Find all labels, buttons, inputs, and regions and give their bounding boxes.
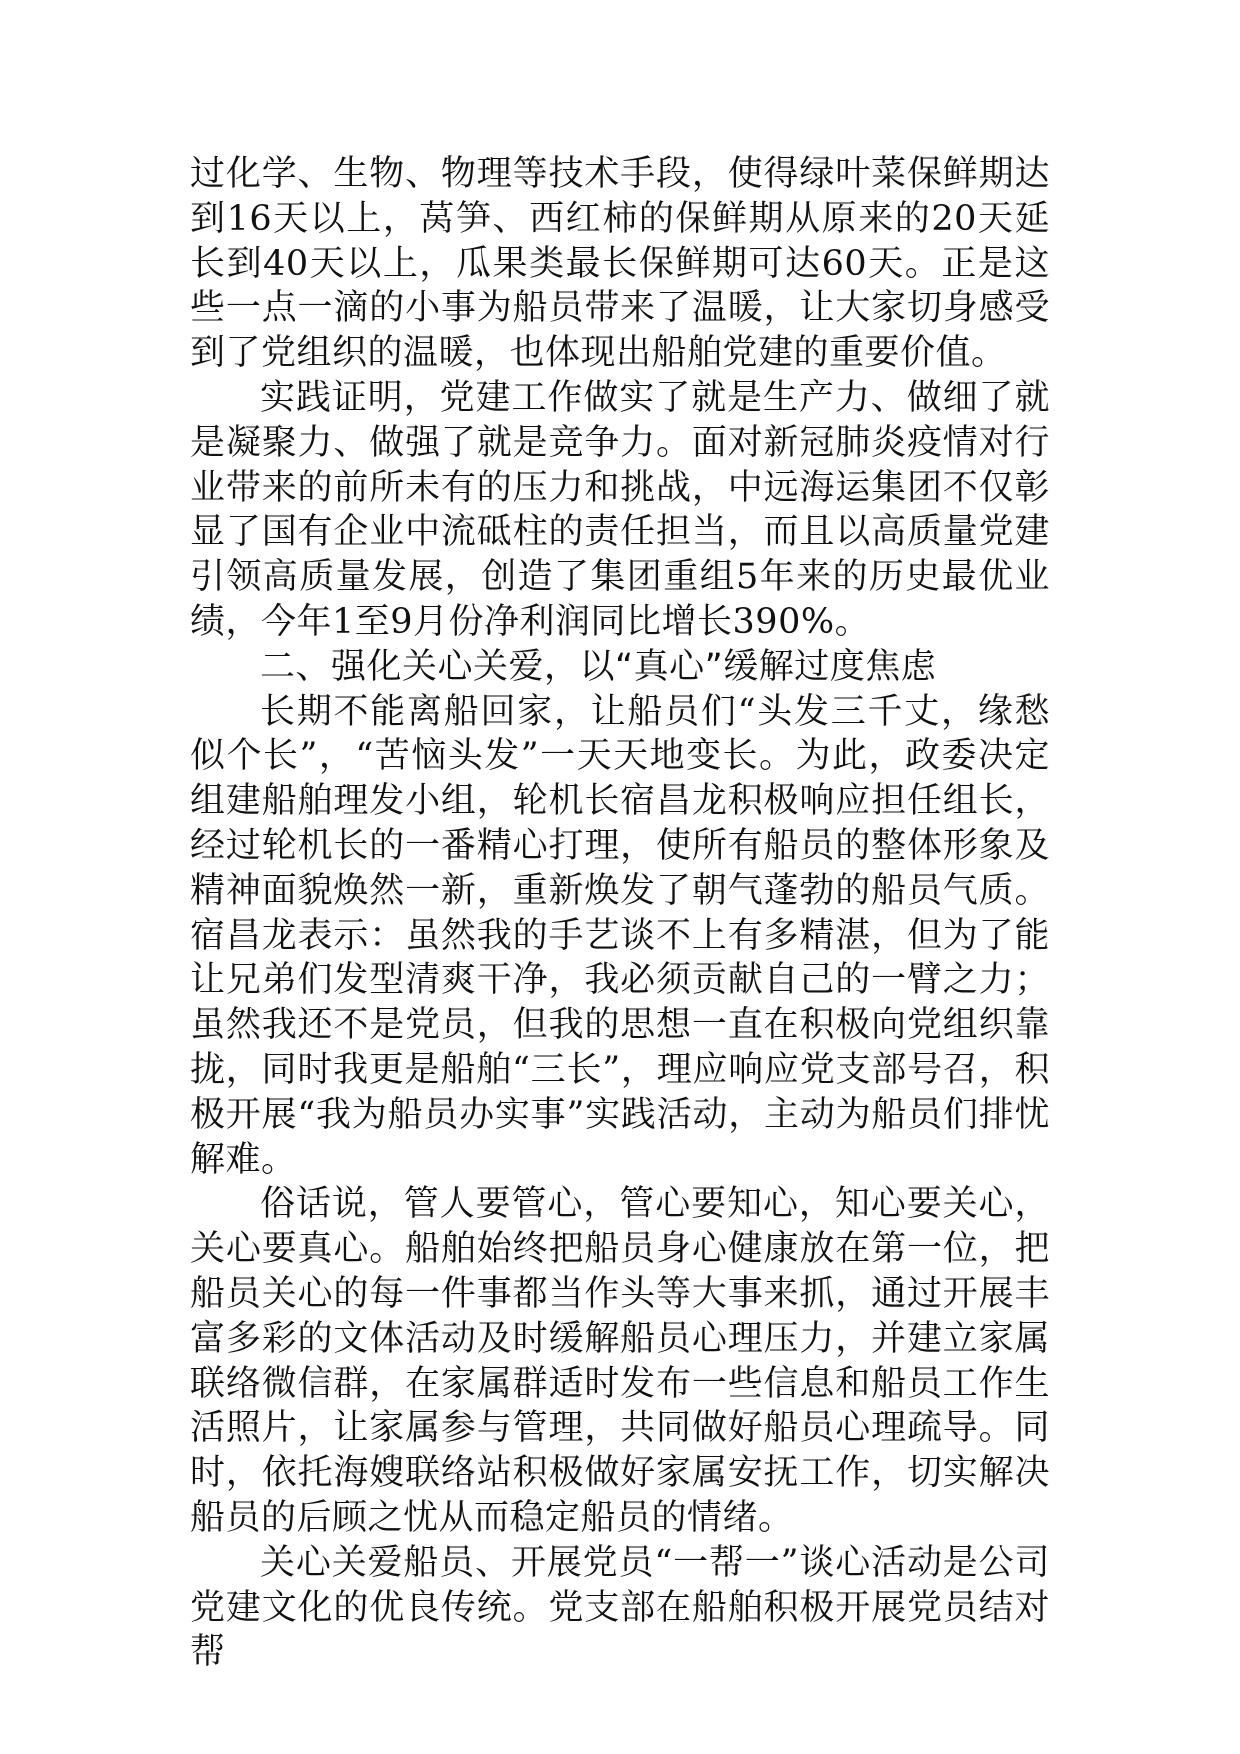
paragraph-continuation: 过化学、生物、物理等技术手段，使得绿叶菜保鲜期达到16天以上，莴笋、西红柿的保鲜期从原来的20天延长到40天以上，瓜果类最长保鲜期可达60天。正是这些一点一滴的小事为船员带来了温暖，让大家切身感受到了党组织的温暖，也体现出船舶党建的重要价值。	[190, 154, 1050, 374]
paragraph-mental-health: 俗话说，管人要管心，管心要知心，知心要关心，关心要真心。船舶始终把船员身心健康放在第一位，把船员关心的每一件事都当作头等大事来抓，通过开展丰富多彩的文体活动及时缓解船员心理压力，并建立家属联络微信群，在家属群适时发布一些信息和船员工作生活照片，让家属参与管理，共同做好船员心理疏导。同时，依托海嫂联络站积极做好家属安抚工作，切实解决船员的后顾之忧从而稳定船员的情绪。	[190, 1184, 1050, 1538]
paragraph-one-help-one: 关心关爱船员、开展党员“一帮一”谈心活动是公司党建文化的优良传统。党支部在船舶积极开展党员结对帮	[190, 1542, 1050, 1673]
paragraph-barber-group: 长期不能离船回家，让船员们“头发三千丈，缘愁似个长”，“苦恼头发”一天天地变长。为此，政委决定组建船舶理发小组，轮机长宿昌龙积极响应担任组长，经过轮机长的一番精心打理，使所有船员的整体形象及精神面貌焕然一新，重新焕发了朝气蓬勃的船员气质。宿昌龙表示：虽然我的手艺谈不上有多精湛，但为了能让兄弟们发型清爽干净，我必须贡献自己的一臂之力；虽然我还不是党员，但我的思想一直在积极向党组织靠拢，同时我更是船舶“三长”，理应响应党支部号召，积极开展“我为船员办实事”实践活动，主动为船员们排忧解难。	[190, 691, 1050, 1180]
section-heading-care: 二、强化关心关爱，以“真心”缓解过度焦虑	[260, 646, 937, 687]
document-body	[190, 152, 1050, 1675]
paragraph-practice-proof: 实践证明，党建工作做实了就是生产力、做细了就是凝聚力、做强了就是竞争力。面对新冠肺炎疫情对行业带来的前所未有的压力和挑战，中远海运集团不仅彰显了国有企业中流砥柱的责任担当，而且以高质量党建引领高质量发展，创造了集团重组5年来的历史最优业绩，今年1至9月份净利润同比增长390%。	[190, 377, 1050, 642]
